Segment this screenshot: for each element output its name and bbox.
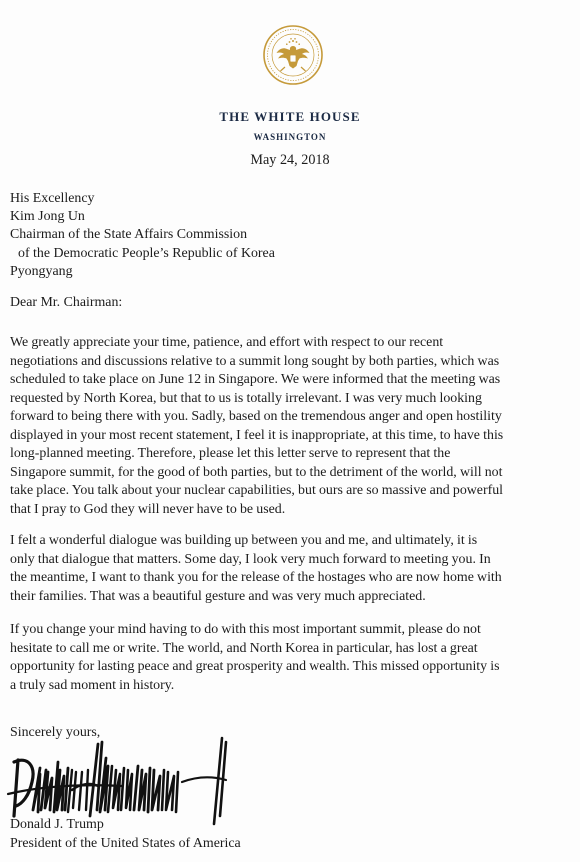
letter-date: May 24, 2018 <box>250 152 330 168</box>
text-line: negotiations and discussions relative to a summit long sought by both parties, which was <box>10 353 500 369</box>
text-line: We greatly appreciate your time, patience, and effort with respect to our recent <box>10 335 444 350</box>
text-line: long-planned meeting. Therefore, please let this letter serve to represent that the <box>10 446 451 461</box>
presidential-seal-icon <box>262 24 324 86</box>
text-line: that I pray to God they will never have to be used. <box>10 501 286 517</box>
recipient-honorific: His Excellency <box>10 191 95 206</box>
signer-block <box>10 816 241 853</box>
text-line: their families. That was a beautiful gesture and was very much appreciated. <box>10 588 426 604</box>
signer-title: President of the United States of America <box>10 835 241 851</box>
text-line: hesitate to call me or write. The world, and North Korea in particular, has lost a great <box>10 640 478 656</box>
letterhead-title: THE WHITE HOUSE <box>219 109 361 124</box>
signer-name: Donald J. Trump <box>10 817 104 832</box>
recipient-address <box>10 190 275 281</box>
text-line: requested by North Korea, but that to us is totally irrelevant. I was very much looking <box>10 390 482 406</box>
text-line: If you change your mind having to do with this most important summit, please do not <box>10 622 481 637</box>
body-paragraph-1 <box>10 334 580 519</box>
letterhead-city: WASHINGTON <box>253 132 327 142</box>
body-paragraph-2 <box>10 532 580 606</box>
text-line: take place. You talk about your nuclear capabilities, but ours are so massive and powerful <box>10 483 504 498</box>
closing: Sincerely yours, <box>10 725 101 740</box>
text-line: a truly sad moment in history. <box>10 677 175 693</box>
text-line: I felt a wonderful dialogue was building up between you and me, and ultimately, it is <box>10 533 478 548</box>
text-line: Singapore summit, for the good of both parties, but to the detriment of the world, will not <box>10 464 503 480</box>
text-line: opportunity for lasting peace and great prosperity and wealth. This missed opportunity is <box>10 659 500 674</box>
recipient-city: Pyongyang <box>10 263 73 279</box>
body-paragraph-3 <box>10 621 580 695</box>
text-line: scheduled to take place on June 12 in Singapore. We were informed that the meeting was <box>10 372 501 387</box>
text-line: the meantime, I want to thank you for the release of the hostages who are now home with <box>10 570 502 585</box>
text-line: displayed in your most recent statement, I feel it is inappropriate, at this time, to have this <box>10 427 504 443</box>
recipient-country: of the Democratic People’s Republic of Korea <box>18 245 275 261</box>
recipient-name: Kim Jong Un <box>10 209 85 225</box>
text-line: only that dialogue that matters. Some day, I look very much forward to meeting you. In <box>10 551 491 567</box>
text-line: forward to being there with you. Sadly, based on the tremendous anger and open hostility <box>10 409 502 424</box>
salutation: Dear Mr. Chairman: <box>10 295 123 310</box>
recipient-title: Chairman of the State Affairs Commission <box>10 227 248 243</box>
handwritten-signature-icon <box>2 720 247 828</box>
